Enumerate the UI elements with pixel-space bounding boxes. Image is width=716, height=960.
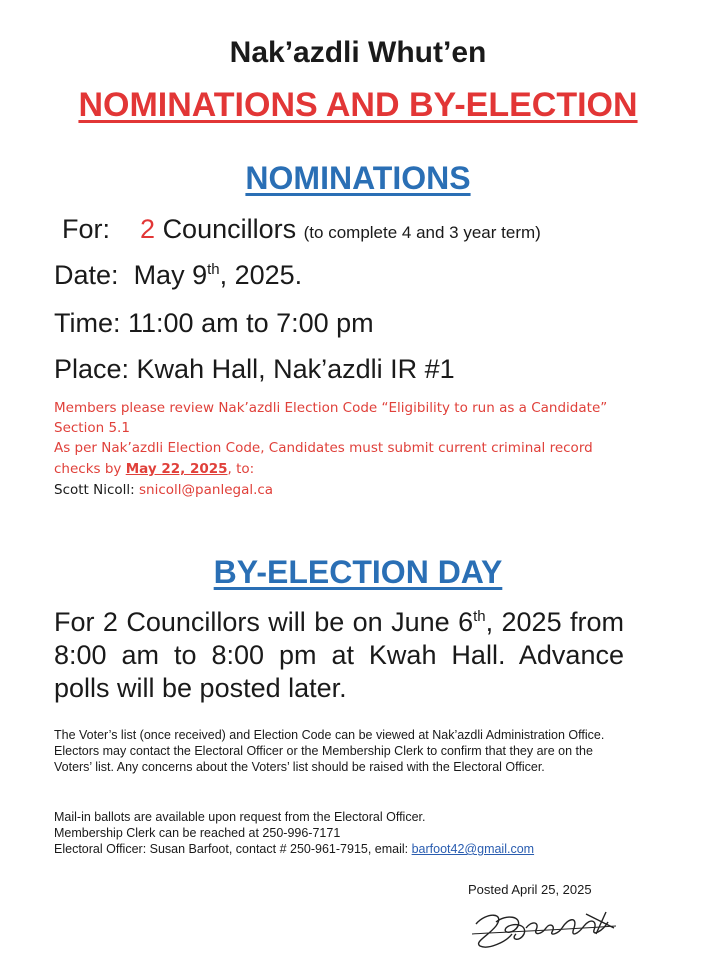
mail-in-line: Mail-in ballots are available upon request from the Electoral Officer.: [54, 810, 426, 824]
nominations-heading: NOMINATIONS: [245, 160, 471, 196]
notice-title: NOMINATIONS AND BY-ELECTION: [78, 86, 638, 124]
electoral-officer-email[interactable]: barfoot42@gmail.com: [411, 842, 535, 856]
deadline-prefix: checks by: [54, 461, 126, 477]
nominations-date-line: [54, 260, 302, 291]
nominations-for-line: [62, 214, 541, 245]
date-year: , 2025.: [219, 260, 303, 290]
by-election-date-sup: th: [473, 608, 486, 625]
eligibility-section: Section 5.1: [54, 420, 130, 436]
electoral-officer-line: [54, 841, 624, 857]
electoral-officer-text: Electoral Officer: Susan Barfoot, contact # 250-961-7915, email:: [54, 842, 412, 856]
for-number: 2: [140, 214, 156, 244]
by-election-date-prefix: For 2 Councillors will be on June 6: [54, 607, 474, 637]
nominations-time-line: Time: 11:00 am to 7:00 pm: [54, 308, 374, 338]
criminal-record-deadline: [54, 461, 254, 477]
signature-image: [466, 904, 626, 952]
date-sup: th: [207, 261, 220, 278]
by-election-date-suffix: , 2025 from 8:00 am to 8:00 pm at Kwah Hall. Advance polls will be posted later.: [54, 607, 625, 703]
eligibility-note: Members please review Nak’azdli Election Code “Eligibility to run as a Candidate”: [54, 400, 608, 416]
for-label: For:: [62, 214, 111, 244]
contact-email[interactable]: snicoll@panlegal.ca: [139, 482, 274, 498]
date-main: May 9: [133, 260, 208, 290]
criminal-record-note: As per Nak’azdli Election Code, Candidates must submit current criminal record: [54, 440, 593, 456]
for-text: Councillors: [162, 214, 297, 244]
membership-clerk-line: Membership Clerk can be reached at 250-996-7171: [54, 826, 341, 840]
date-label: Date:: [54, 260, 119, 290]
organization-name: Nak’azdli Whut’en: [229, 36, 487, 69]
posted-date: Posted April 25, 2025: [468, 882, 592, 897]
contact-name: Scott Nicoll:: [54, 482, 140, 498]
deadline-date: May 22, 2025: [125, 461, 228, 477]
for-note: (to complete 4 and 3 year term): [303, 223, 541, 242]
voters-list-paragraph: The Voter’s list (once received) and Election Code can be viewed at Nak’azdli Administration Office. Electors may contact the Electoral Officer or the Membership Clerk to confirm that they are on the Voters’ list. Any concerns about the Voters’ list should be raised with the Electoral Officer.: [54, 728, 605, 774]
nominations-place-line: Place: Kwah Hall, Nak’azdli IR #1: [54, 354, 455, 384]
by-election-details: [54, 606, 624, 705]
by-election-heading: BY-ELECTION DAY: [213, 554, 503, 590]
contact-line: [54, 482, 273, 498]
deadline-suffix: , to:: [227, 461, 255, 477]
